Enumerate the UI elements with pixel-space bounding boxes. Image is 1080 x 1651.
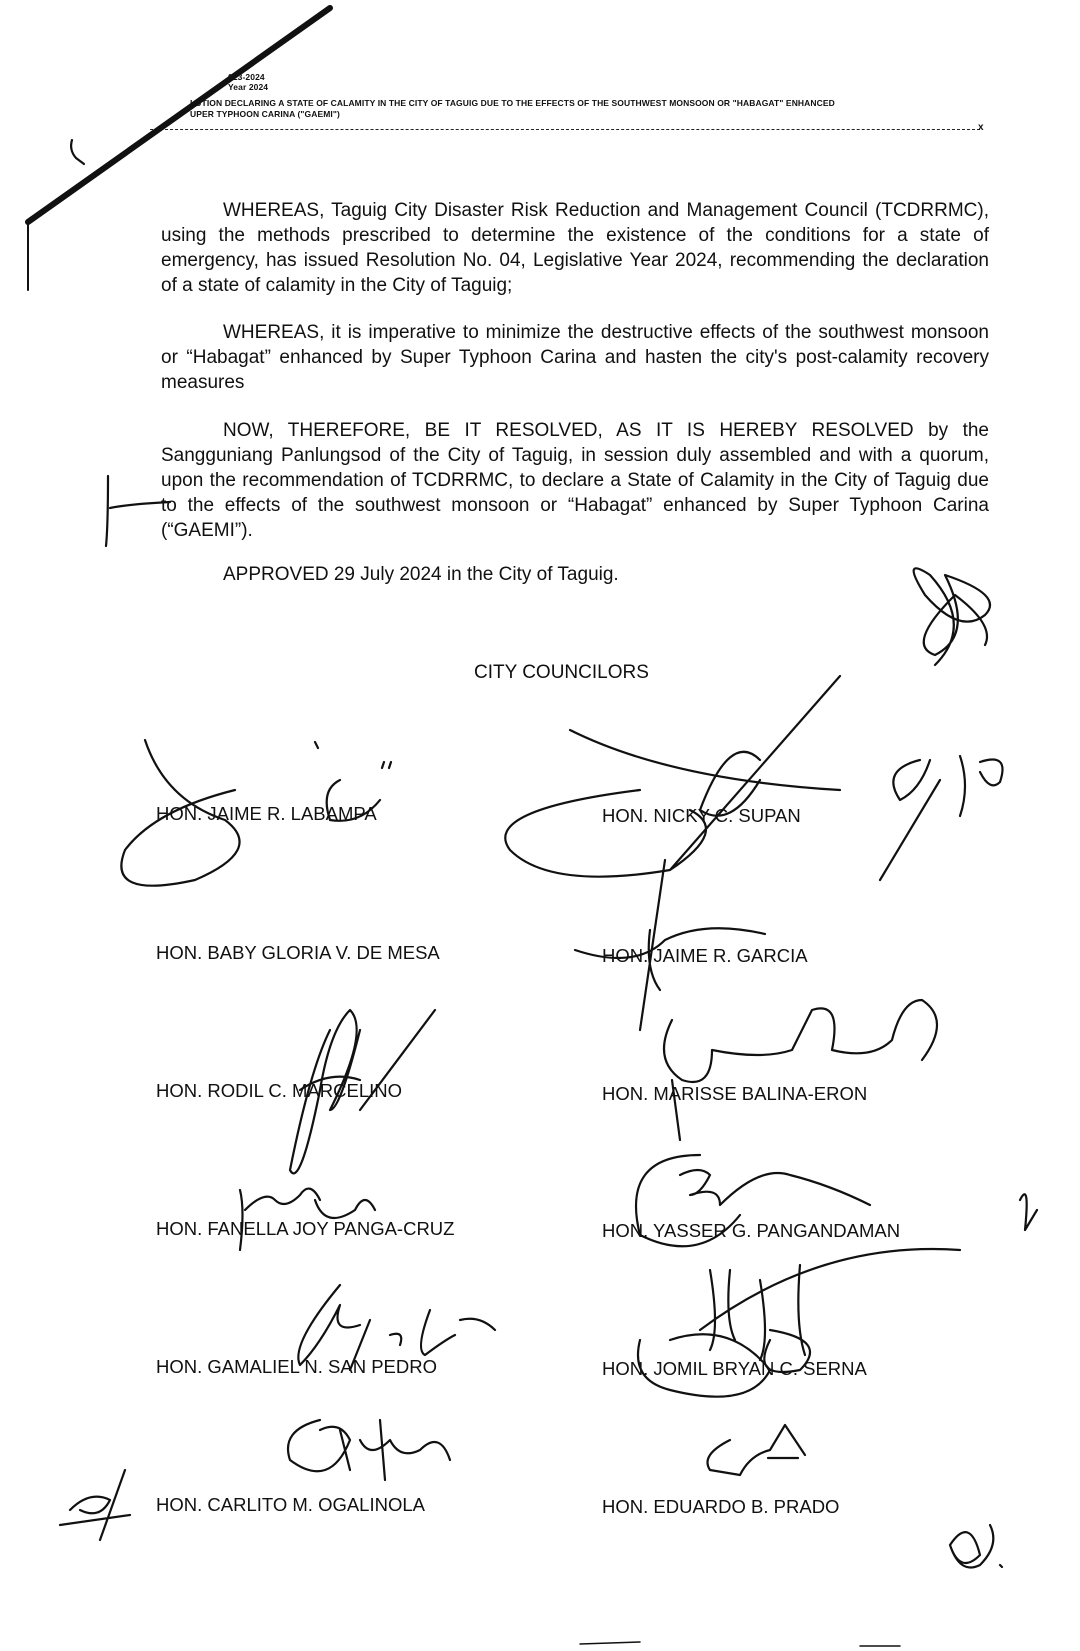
councilor-name-balina-eron: HON. MARISSE BALINA-ERON: [602, 1083, 868, 1104]
signature-supan: [505, 676, 840, 877]
councilors-heading: CITY COUNCILORS: [474, 662, 649, 683]
initials-signature-top-right: [914, 568, 990, 665]
councilor-name-san-pedro: HON. GAMALIEL N. SAN PEDRO: [156, 1356, 437, 1377]
resolution-number: 023-2024: [228, 72, 265, 82]
councilor-name-de-mesa: HON. BABY GLORIA V. DE MESA: [156, 942, 440, 963]
councilor-name-labampa: HON. JAIME R. LABAMPA: [156, 803, 377, 824]
legislative-year: Year 2024: [228, 82, 269, 92]
councilor-name-pangandaman: HON. YASSER G. PANGANDAMAN: [602, 1220, 901, 1241]
councilor-name-marcelino: HON. RODIL C. MARCELINO: [156, 1080, 403, 1101]
initials-lower-right: [950, 1525, 1002, 1568]
signature-balina-eron: [664, 1000, 937, 1140]
councilor-name-panga-cruz: HON. FANELLA JOY PANGA-CRUZ: [156, 1218, 455, 1239]
councilor-name-supan: HON. NICKY C. SUPAN: [602, 805, 801, 826]
approval-statement: APPROVED 29 July 2024 in the City of Taguig.: [223, 564, 619, 585]
resolution-title-line1: LUTION DECLARING A STATE OF CALAMITY IN THE CITY OF TAGUIG DUE TO THE EFFECTS OF THE SOUTHWEST MONSOON OR "HABAGAT" ENHANCED: [190, 98, 835, 108]
signature-ogalinola: [288, 1420, 450, 1480]
resolution-title-line2: UPER TYPHOON CARINA ("GAEMI"): [190, 109, 340, 119]
councilor-name-garcia: HON. JAIME R. GARCIA: [602, 945, 808, 966]
bottom-dash-1: [580, 1642, 640, 1644]
header-divider: [150, 129, 980, 130]
councilor-name-serna: HON. JOMIL BRYAN C. SERNA: [602, 1358, 867, 1379]
whereas-paragraph-1: WHEREAS, Taguig City Disaster Risk Reduction and Management Council (TCDRRMC), using the methods prescribed to determine the existence of the conditions for a state of emergency, has issued Resolution No. 04, Legislative Year 2024, recommending the declaration of a state of calamity in the City of Taguig;: [161, 200, 989, 296]
signature-prado: [708, 1425, 806, 1475]
signature-labampa-marks: [315, 742, 391, 768]
initials-near-supan: [880, 756, 1003, 880]
initials-lower-left: [60, 1470, 130, 1540]
resolved-paragraph: NOW, THEREFORE, BE IT RESOLVED, AS IT IS HEREBY RESOLVED by the Sangguniang Panlungsod of the City of Taguig, in session duly assembled and with a quorum, upon the recommendation of TCDRRMC, to declare a State of Calamity in the City of Taguig due to the effects of the southwest monsoon or “Habagat” enhanced by Super Typhoon Carina (“GAEMI”).: [161, 420, 989, 541]
councilor-name-prado: HON. EDUARDO B. PRADO: [602, 1496, 840, 1517]
whereas-paragraph-2: WHEREAS, it is imperative to minimize the destructive effects of the southwest monsoon or “Habagat” enhanced by Super Typhoon Carina and hasten the city's post-calamity recovery measures: [161, 322, 989, 393]
header-end-mark: x: [978, 122, 984, 133]
margin-mark-1: [71, 140, 84, 164]
councilor-name-ogalinola: HON. CARLITO M. OGALINOLA: [156, 1494, 425, 1515]
